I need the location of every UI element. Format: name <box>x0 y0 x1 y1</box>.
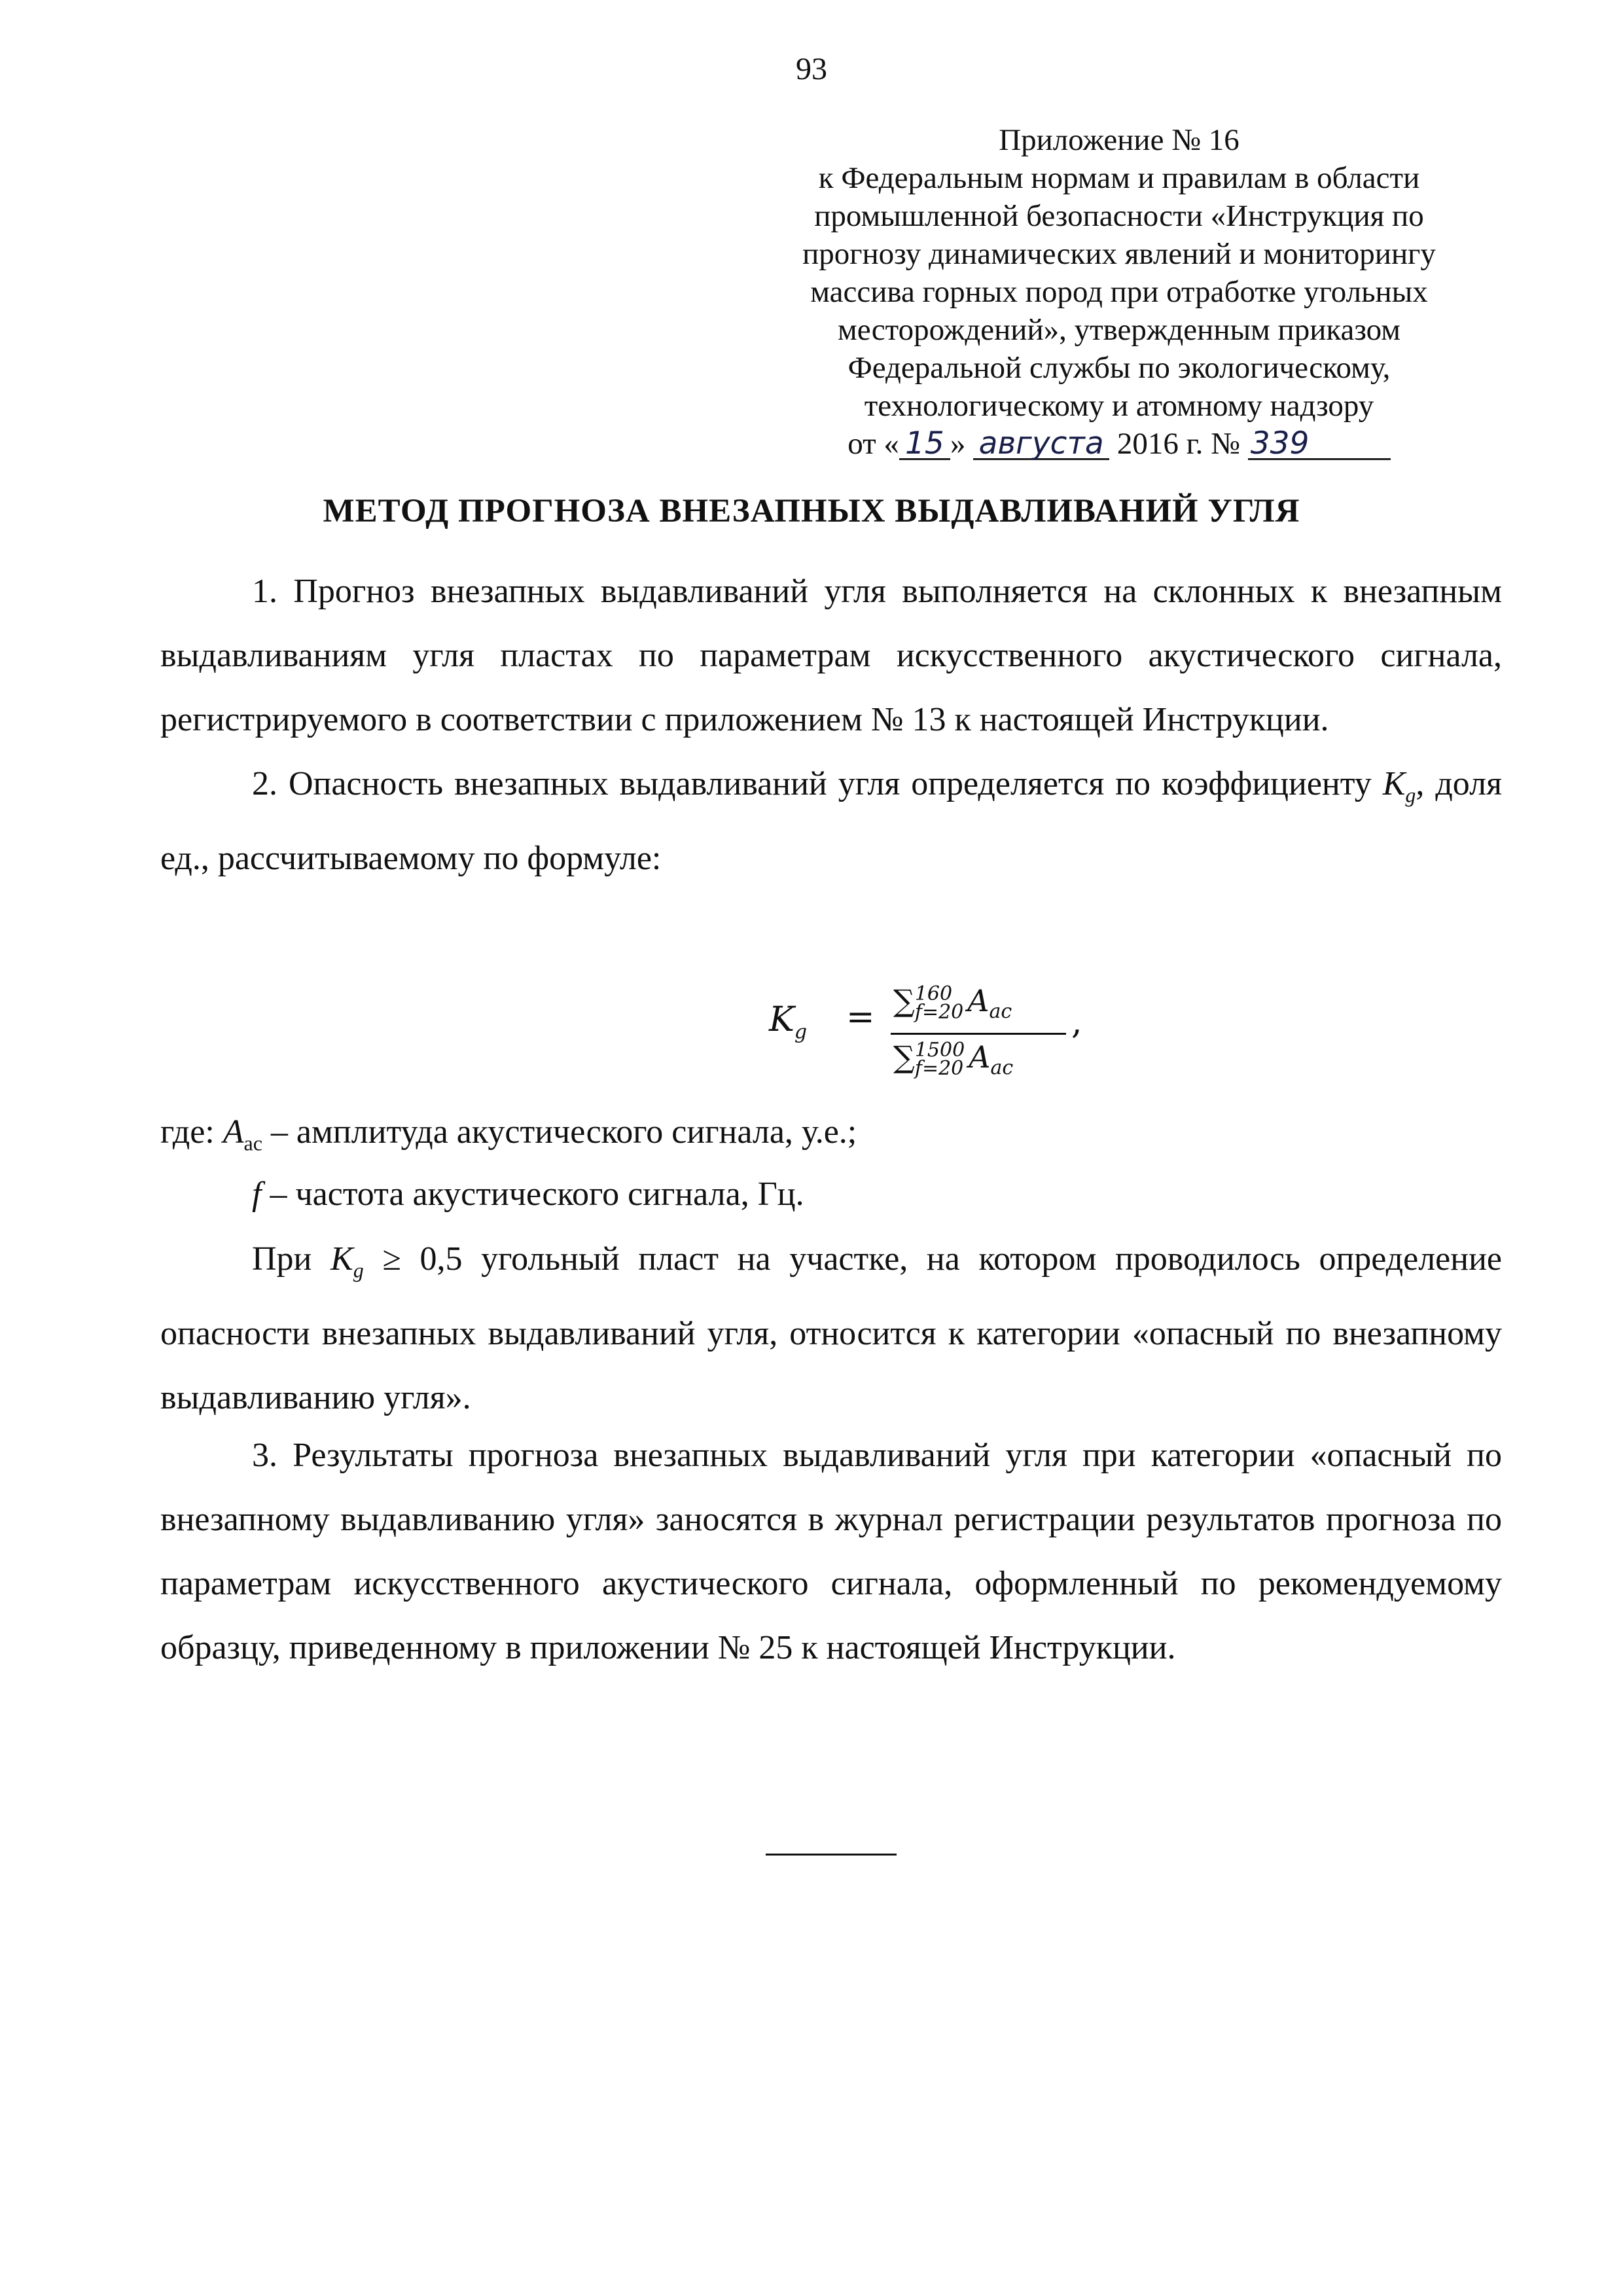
sum-symbol: ∑ <box>893 983 915 1018</box>
sum-symbol: ∑ <box>893 1039 915 1075</box>
kg-cond-variable: K <box>330 1240 353 1278</box>
numerator-upper-limit: 160 <box>914 982 953 1005</box>
kg-subscript <box>1405 783 1416 806</box>
kg-cond-subscript-text: g <box>353 1258 364 1282</box>
handwritten-order-number: 339 <box>1248 429 1391 460</box>
appendix-line: технологическому и атомному надзору <box>864 389 1374 423</box>
appendix-line: промышленной безопасности «Инструкция по <box>814 199 1424 233</box>
kg-variable: K <box>1382 765 1406 802</box>
order-date-line <box>746 425 1492 463</box>
f-variable: f <box>252 1175 262 1213</box>
appendix-header <box>746 121 1492 463</box>
kg-condition-paragraph <box>160 1227 1502 1430</box>
paragraph-2-start: 2. Опасность внезапных выдавливаний угля определяется по коэффициенту <box>252 765 1383 802</box>
where-text: – амплитуда акустического сигнала, у.е.; <box>262 1113 857 1151</box>
formula-lhs <box>769 1000 807 1043</box>
document-title: МЕТОД ПРОГНОЗА ВНЕЗАПНЫХ ВЫДАВЛИВАНИЙ УГЛЯ <box>323 493 1300 529</box>
formula-lhs-sub: g <box>794 1020 808 1044</box>
appendix-line: прогнозу динамических явлений и мониторингу <box>802 237 1436 271</box>
kg-cond-start: При <box>252 1240 331 1278</box>
formula-equals: = <box>846 997 875 1037</box>
aac-subscript: ac <box>243 1131 262 1155</box>
date-mid: » <box>950 427 966 461</box>
appendix-line: массива горных пород при отработке угольных <box>810 275 1428 309</box>
numerator-term-sub: ac <box>989 1000 1012 1024</box>
body-paragraph-1 <box>160 560 1502 891</box>
paragraph-2-end: , доля ед., рассчитываемому по формуле: <box>160 765 1502 878</box>
where-label: где: <box>160 1113 223 1151</box>
formula-lhs-var: K <box>769 1000 794 1039</box>
formula-comma: , <box>1071 1003 1082 1042</box>
formula-numerator <box>893 983 1012 1023</box>
fraction-bar <box>891 1033 1066 1035</box>
paragraph-3: 3. Результаты прогноза внезапных выдавливаний угля при категории «опасный по внезапному выдавливанию угля» заносятся в журнал регистрации результатов прогноза по параметрам искусственного акустического сигнала, оформленный по рекомендуемому образцу, приведенному в приложении № 25 к настоящей Инструкции. <box>160 1437 1502 1666</box>
paragraph-1: 1. Прогноз внезапных выдавливаний угля выполняется на склонных к внезапным выдавливаниям угля пластах по параметрам искусственного акустического сигнала, регистрируемого в соответствии с приложением № 13 к настоящей Инструкции. <box>160 573 1502 738</box>
frequency-line <box>252 1175 804 1213</box>
denominator-term-sub: ac <box>990 1056 1014 1080</box>
kg-cond-rest: ≥ 0,5 угольный пласт на участке, на котором проводилось определение опасности внезапных выдавливаний угля, относится к категории «опасный по внезапному выдавливанию угля». <box>160 1240 1502 1417</box>
appendix-line: к Федеральным нормам и правилам в области <box>818 161 1420 195</box>
date-year: 2016 г. № <box>1116 427 1240 461</box>
appendix-line: Федеральной службы по экологическому, <box>847 351 1391 385</box>
numerator-term: A <box>967 983 990 1018</box>
kg-formula <box>769 957 1162 1088</box>
handwritten-day: 15 <box>899 429 950 460</box>
where-line <box>160 1113 857 1155</box>
page-number: 93 <box>796 52 827 86</box>
f-text: – частота акустического сигнала, Гц. <box>261 1175 804 1213</box>
kg-condition-text <box>160 1227 1502 1430</box>
handwritten-month: августа <box>973 429 1109 460</box>
aac-variable: A <box>223 1113 244 1151</box>
appendix-line: Приложение № 16 <box>999 123 1240 157</box>
denominator-upper-limit: 1500 <box>914 1039 965 1062</box>
denominator-lower-limit: f=20 <box>914 1057 964 1080</box>
kg-subscript-text: g <box>1405 783 1416 807</box>
appendix-line: месторождений», утвержденным приказом <box>838 313 1400 347</box>
date-prefix: от « <box>847 427 899 461</box>
numerator-lower-limit: f=20 <box>914 1001 964 1024</box>
end-divider <box>766 1854 897 1856</box>
body-paragraph-3 <box>160 1424 1502 1680</box>
paragraph-2 <box>160 752 1502 891</box>
kg-cond-subscript <box>353 1258 364 1282</box>
formula-denominator <box>893 1039 1013 1079</box>
denominator-term: A <box>969 1039 991 1075</box>
